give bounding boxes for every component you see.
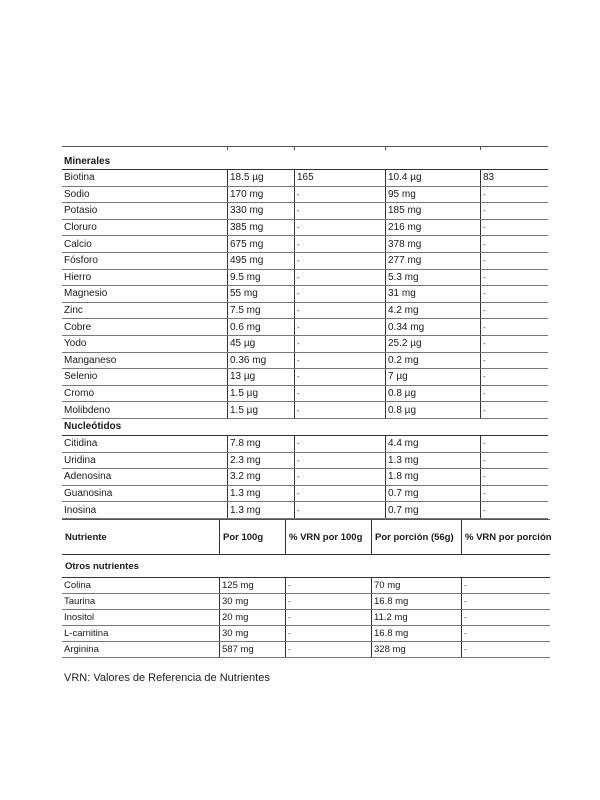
per-100g-value: 125 mg (219, 578, 285, 593)
per-100g-value: 0.6 mg (227, 319, 294, 335)
minerals-nucleotides-table (62, 146, 548, 519)
table-body (62, 153, 548, 519)
nutrient-name: Calcio (64, 238, 92, 250)
per-serving-value: 0.7 mg (385, 502, 480, 518)
nutrient-name: Cromo (64, 388, 95, 400)
per-serving-value: 0.8 µg (385, 402, 480, 418)
per-serving-value: 1.8 mg (385, 469, 480, 485)
per-100g-value: 0.36 mg (227, 353, 294, 369)
vrn-per-serving-value: - (480, 486, 548, 502)
per-serving-value: 0.2 mg (385, 353, 480, 369)
vrn-per-100g-value: - (294, 220, 385, 236)
nutrient-name: Colina (64, 580, 91, 591)
per-serving-value: 5.3 mg (385, 270, 480, 286)
vrn-per-100g-value: - (285, 610, 371, 625)
table-row (62, 170, 548, 187)
table-row (62, 453, 548, 470)
vrn-per-100g-value: - (294, 270, 385, 286)
per-100g-value: 3.2 mg (227, 469, 294, 485)
vrn-per-serving-value: - (480, 187, 548, 203)
vrn-per-100g-value: - (294, 369, 385, 385)
vrn-per-100g-value: - (294, 187, 385, 203)
table-row (62, 253, 548, 270)
vrn-per-100g-value: - (285, 578, 371, 593)
per-100g-value: 495 mg (227, 253, 294, 269)
table-row (62, 486, 548, 503)
other-nutrients-table (62, 519, 550, 658)
header-vrn-per-100g: % VRN por 100g (285, 520, 371, 554)
nutrient-name: Molibdeno (64, 404, 111, 416)
nutrient-name: Potasio (64, 205, 98, 217)
vrn-per-100g-value: - (294, 486, 385, 502)
vrn-per-serving-value: - (480, 203, 548, 219)
per-serving-value: 16.8 mg (371, 626, 461, 641)
per-100g-value: 30 mg (219, 626, 285, 641)
per-100g-value: 675 mg (227, 236, 294, 252)
nutrient-name: Inosina (64, 504, 97, 516)
nutrient-name: Sodio (64, 188, 90, 200)
per-serving-value: 328 mg (371, 642, 461, 657)
per-100g-value: 20 mg (219, 610, 285, 625)
table-row (62, 578, 550, 594)
vrn-per-serving-value: - (480, 236, 548, 252)
table-row (62, 469, 548, 486)
per-serving-value: 16.8 mg (371, 594, 461, 609)
vrn-per-serving-value: - (480, 270, 548, 286)
per-100g-value: 55 mg (227, 286, 294, 302)
per-serving-value: 0.7 mg (385, 486, 480, 502)
table-row (62, 319, 548, 336)
per-100g-value: 13 µg (227, 369, 294, 385)
per-serving-value: 4.2 mg (385, 303, 480, 319)
table-row (62, 642, 550, 658)
vrn-per-100g-value: - (294, 336, 385, 352)
nutrient-name: L-carnitina (64, 628, 109, 639)
table-row (62, 594, 550, 610)
vrn-per-100g-value: - (294, 236, 385, 252)
vrn-per-100g-value: - (294, 353, 385, 369)
vrn-per-serving-value: - (480, 502, 548, 518)
vrn-per-100g-value: - (285, 642, 371, 657)
per-serving-value: 0.8 µg (385, 386, 480, 402)
vrn-per-serving-value: - (461, 578, 550, 593)
table-header-row (62, 519, 550, 555)
per-serving-value: 216 mg (385, 220, 480, 236)
per-serving-value: 10.4 µg (385, 170, 480, 186)
vrn-per-100g-value: 165 (294, 170, 385, 186)
table-row (62, 270, 548, 287)
table-row (62, 386, 548, 403)
per-100g-value: 1.5 µg (227, 386, 294, 402)
per-100g-value: 9.5 mg (227, 270, 294, 286)
vrn-per-serving-value: - (480, 319, 548, 335)
per-100g-value: 1.3 mg (227, 486, 294, 502)
vrn-per-serving-value: - (480, 369, 548, 385)
vrn-per-serving-value: - (480, 353, 548, 369)
table-row (62, 336, 548, 353)
per-serving-value: 31 mg (385, 286, 480, 302)
nutrient-name: Biotina (64, 172, 95, 184)
per-serving-value: 277 mg (385, 253, 480, 269)
nutrient-name: Taurina (64, 596, 96, 607)
table-row (62, 626, 550, 642)
table-row (62, 502, 548, 519)
table-row (62, 402, 548, 419)
vrn-per-100g-value: - (294, 203, 385, 219)
per-100g-value: 30 mg (219, 594, 285, 609)
nutrient-name: Uridina (64, 454, 96, 466)
per-serving-value: 378 mg (385, 236, 480, 252)
header-nutriente: Nutriente (65, 531, 107, 543)
nutrient-name: Magnesio (64, 288, 108, 300)
nutrient-name: Manganeso (64, 354, 117, 366)
per-100g-value: 45 µg (227, 336, 294, 352)
per-100g-value: 1.3 mg (227, 502, 294, 518)
footnote: VRN: Valores de Referencia de Nutrientes (64, 672, 270, 684)
table-row (62, 286, 548, 303)
table-row (62, 203, 548, 220)
vrn-per-100g-value: - (294, 319, 385, 335)
per-serving-value: 25.2 µg (385, 336, 480, 352)
per-100g-value: 330 mg (227, 203, 294, 219)
per-serving-value: 4.4 mg (385, 436, 480, 452)
vrn-per-serving-value: 83 (480, 170, 548, 186)
section-heading: Otros nutrientes (62, 555, 550, 578)
per-serving-value: 11.2 mg (371, 610, 461, 625)
vrn-per-serving-value: - (480, 453, 548, 469)
table-row (62, 303, 548, 320)
vrn-per-100g-value: - (294, 453, 385, 469)
table-row (62, 436, 548, 453)
per-100g-value: 7.8 mg (227, 436, 294, 452)
vrn-per-100g-value: - (294, 286, 385, 302)
table-row (62, 610, 550, 626)
vrn-per-serving-value: - (480, 402, 548, 418)
per-100g-value: 170 mg (227, 187, 294, 203)
vrn-per-serving-value: - (480, 253, 548, 269)
table-row (62, 236, 548, 253)
nutrient-name: Hierro (64, 271, 92, 283)
vrn-per-serving-value: - (461, 626, 550, 641)
nutrient-name: Inositol (64, 612, 95, 623)
vrn-per-100g-value: - (294, 502, 385, 518)
vrn-per-100g-value: - (294, 402, 385, 418)
nutrient-name: Cobre (64, 321, 92, 333)
vrn-per-100g-value: - (285, 626, 371, 641)
nutrient-name: Cloruro (64, 222, 97, 234)
vrn-per-serving-value: - (480, 286, 548, 302)
header-vrn-per-serving: % VRN por porción (461, 520, 550, 554)
vrn-per-100g-value: - (294, 303, 385, 319)
header-per-100g: Por 100g (219, 520, 285, 554)
header-per-serving: Por porción (56g) (371, 520, 461, 554)
vrn-per-100g-value: - (294, 386, 385, 402)
table-row (62, 369, 548, 386)
per-serving-value: 95 mg (385, 187, 480, 203)
nutrient-name: Selenio (64, 371, 98, 383)
vrn-per-100g-value: - (285, 594, 371, 609)
nutrient-name: Arginina (64, 644, 99, 655)
vrn-per-100g-value: - (294, 469, 385, 485)
vrn-per-serving-value: - (480, 469, 548, 485)
vrn-per-100g-value: - (294, 253, 385, 269)
table-row (62, 187, 548, 204)
per-serving-value: 185 mg (385, 203, 480, 219)
vrn-per-serving-value: - (480, 436, 548, 452)
vrn-per-100g-value: - (294, 436, 385, 452)
per-100g-value: 1.5 µg (227, 402, 294, 418)
per-100g-value: 18.5 µg (227, 170, 294, 186)
nutrient-name: Yodo (64, 338, 87, 350)
nutrient-name: Fósforo (64, 255, 98, 267)
vrn-per-serving-value: - (461, 594, 550, 609)
per-100g-value: 7.5 mg (227, 303, 294, 319)
table-body (62, 578, 550, 658)
nutrient-name: Adenosina (64, 471, 112, 483)
vrn-per-serving-value: - (461, 642, 550, 657)
per-serving-value: 1.3 mg (385, 453, 480, 469)
vrn-per-serving-value: - (461, 610, 550, 625)
section-heading: Minerales (62, 153, 548, 170)
section-heading: Nucleótidos (62, 419, 548, 436)
table-row (62, 353, 548, 370)
per-serving-value: 70 mg (371, 578, 461, 593)
per-serving-value: 0.34 mg (385, 319, 480, 335)
per-serving-value: 7 µg (385, 369, 480, 385)
per-100g-value: 587 mg (219, 642, 285, 657)
nutrient-name: Citidina (64, 438, 98, 450)
vrn-per-serving-value: - (480, 303, 548, 319)
table-row (62, 220, 548, 237)
vrn-per-serving-value: - (480, 336, 548, 352)
per-100g-value: 2.3 mg (227, 453, 294, 469)
per-100g-value: 385 mg (227, 220, 294, 236)
table-top-rule (62, 146, 548, 153)
vrn-per-serving-value: - (480, 386, 548, 402)
vrn-per-serving-value: - (480, 220, 548, 236)
nutrient-name: Guanosina (64, 487, 113, 499)
nutrient-name: Zinc (64, 305, 83, 317)
